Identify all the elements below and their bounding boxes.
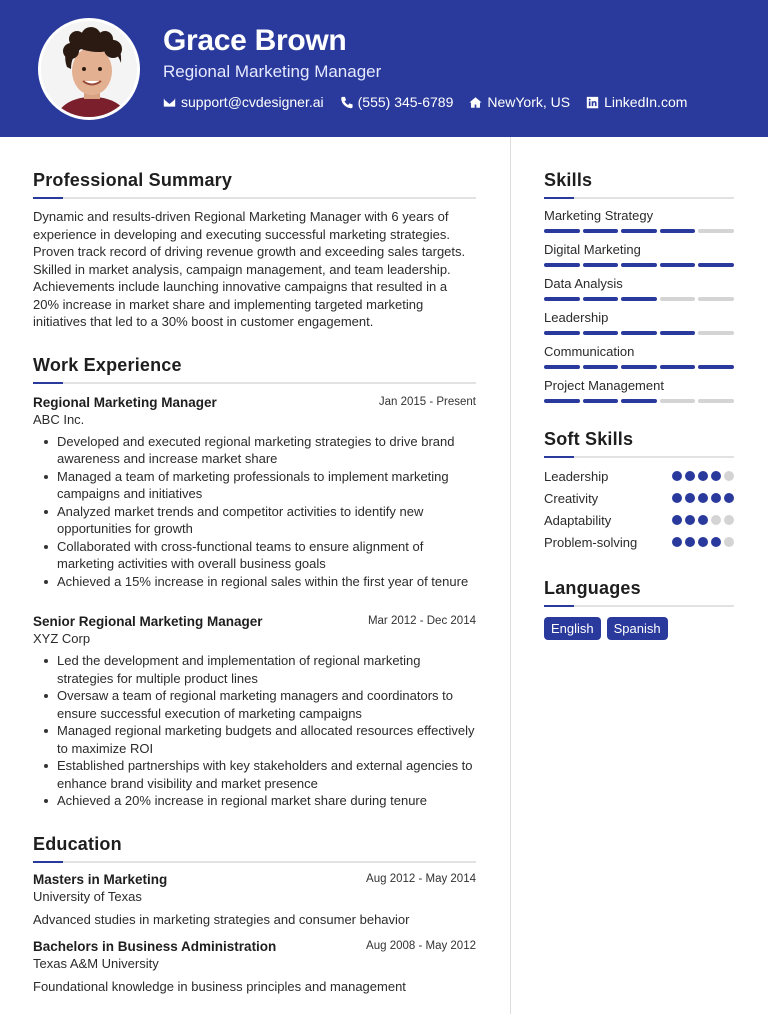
soft-skill-name: Adaptability [544,512,612,528]
soft-skill-item [544,468,734,484]
skill-name: Leadership [544,310,609,325]
skill-level-bar [544,229,734,233]
rating-dot-filled [698,537,708,547]
skill-segment-filled [660,229,696,233]
rating-dot-filled [698,515,708,525]
summary-section [33,170,476,331]
language-list [544,617,734,640]
soft-skill-name: Creativity [544,490,599,506]
skill-segment-filled [544,297,580,301]
skill-segment-filled [621,297,657,301]
section-rule [544,605,734,607]
avatar [38,18,140,120]
skill-segment-filled [583,399,619,403]
phone-icon [340,96,353,109]
skill-level-bar [544,331,734,335]
section-rule [33,382,476,384]
rating-dot-filled [672,471,682,481]
skill-item [544,276,734,301]
section-title: Soft Skills [544,429,634,449]
education-entry [33,872,476,927]
rating-dot-empty [724,515,734,525]
contact-location [469,94,570,110]
rating-dot-filled [711,493,721,503]
job-bullets [33,433,476,591]
contact-linkedin-text: LinkedIn.com [604,94,688,110]
rating-dot-filled [698,493,708,503]
job-bullet: Oversaw a team of regional marketing managers and coordinators to ensure successful execution of marketing campaigns [33,687,476,722]
education-dates: Aug 2012 - May 2014 [366,872,476,885]
skill-segment-filled [583,297,619,301]
skill-segment-filled [621,229,657,233]
section-rule [544,456,734,458]
skill-name: Digital Marketing [544,242,641,257]
skill-segment-empty [660,297,696,301]
rating-dot-filled [685,471,695,481]
section-title: Professional Summary [33,170,233,190]
languages-section [544,578,734,640]
skill-segment-filled [544,229,580,233]
job-bullet: Established partnerships with key stakeholders and external agencies to enhance brand visibility and market presence [33,757,476,792]
job-bullet: Led the development and implementation of regional marketing strategies for multiple product lines [33,652,476,687]
skill-segment-filled [544,263,580,267]
profile-photo [41,21,140,120]
job-bullet: Managed a team of marketing professionals to implement marketing campaigns and initiatives [33,468,476,503]
job-bullet: Managed regional marketing budgets and allocated resources effectively to maximize ROI [33,722,476,757]
rating-dot-filled [672,493,682,503]
contact-location-text: NewYork, US [487,94,571,110]
skill-segment-filled [621,399,657,403]
skill-segment-empty [660,399,696,403]
job-entry [33,395,476,591]
soft-skill-rating [672,471,734,481]
job-bullet: Achieved a 15% increase in regional sales within the first year of tenure [33,573,476,591]
job-title: Regional Marketing Manager [33,394,217,410]
education-school: University of Texas [33,888,142,904]
skill-segment-filled [583,331,619,335]
soft-skill-rating [672,493,734,503]
rating-dot-filled [711,471,721,481]
soft-skill-item [544,490,734,506]
skill-level-bar [544,263,734,267]
candidate-role: Regional Marketing Manager [163,62,382,81]
skill-segment-filled [583,263,619,267]
skill-item [544,310,734,335]
education-description: Advanced studies in marketing strategies and consumer behavior [33,911,410,927]
skill-item [544,242,734,267]
job-company: ABC Inc. [33,411,85,427]
skill-name: Marketing Strategy [544,208,654,223]
rating-dot-filled [685,493,695,503]
rating-dot-filled [685,515,695,525]
section-rule [544,197,734,199]
soft-skill-rating [672,537,734,547]
skill-segment-empty [698,399,734,403]
skills-section [544,170,734,403]
language-badge: Spanish [607,617,668,640]
skill-segment-filled [660,365,696,369]
skill-segment-filled [621,365,657,369]
skill-level-bar [544,297,734,301]
email-icon [163,96,176,109]
skill-level-bar [544,365,734,369]
skill-name: Data Analysis [544,276,623,291]
skill-segment-filled [698,263,734,267]
education-dates: Aug 2008 - May 2012 [366,939,476,952]
job-bullet: Achieved a 20% increase in regional market share during tenure [33,792,476,810]
soft-skill-rating [672,515,734,525]
skill-segment-filled [583,229,619,233]
language-badge: English [544,617,601,640]
education-degree: Bachelors in Business Administration [33,938,277,954]
skill-segment-empty [698,331,734,335]
job-bullets [33,652,476,810]
rating-dot-empty [711,515,721,525]
main-column [33,170,476,994]
soft-skills-section [544,429,734,550]
section-title: Languages [544,578,641,598]
skill-segment-empty [698,229,734,233]
contact-email-text: support@cvdesigner.ai [181,94,324,110]
skill-segment-filled [698,365,734,369]
job-bullet: Analyzed market trends and competitor activities to identify new opportunities for growth [33,503,476,538]
section-title: Skills [544,170,593,190]
contact-email[interactable] [163,94,324,110]
sidebar-column [544,170,734,640]
skill-segment-filled [544,365,580,369]
section-title: Work Experience [33,354,182,375]
soft-skill-item [544,534,734,550]
education-section [33,834,476,994]
skill-item [544,378,734,403]
contact-linkedin[interactable] [586,94,687,110]
skill-item [544,208,734,233]
job-dates: Jan 2015 - Present [378,395,476,408]
skill-name: Communication [544,344,635,359]
rating-dot-filled [698,471,708,481]
education-school: Texas A&M University [33,955,159,971]
home-icon [469,96,482,109]
rating-dot-filled [711,537,721,547]
rating-dot-filled [724,493,734,503]
soft-skill-item [544,512,734,528]
section-title: Education [33,833,122,854]
job-bullet: Developed and executed regional marketing strategies to drive brand awareness and increase market share [33,433,476,468]
section-rule [33,861,476,863]
skill-segment-filled [583,365,619,369]
section-rule [33,197,476,199]
skill-segment-filled [660,263,696,267]
column-divider [510,137,511,1014]
skill-name: Project Management [544,378,664,393]
job-bullet: Collaborated with cross-functional teams to ensure alignment of marketing activities with overall business goals [33,538,476,573]
experience-section [33,355,476,810]
soft-skill-name: Leadership [544,468,609,484]
job-title: Senior Regional Marketing Manager [33,614,263,629]
job-entry [33,614,476,810]
contact-phone[interactable] [340,94,454,110]
skill-segment-filled [544,399,580,403]
skill-segment-filled [660,331,696,335]
skill-segment-filled [621,331,657,335]
education-degree: Masters in Marketing [33,871,168,887]
contact-list [163,94,687,110]
education-description: Foundational knowledge in business principles and management [33,978,406,994]
skill-item [544,344,734,369]
rating-dot-empty [724,471,734,481]
resume-header [0,0,768,137]
rating-dot-filled [685,537,695,547]
candidate-name: Grace Brown [163,24,347,57]
summary-text: Dynamic and results-driven Regional Marketing Manager with 6 years of experience in developing and executing successful marketing strategies. Proven track record of driving revenue growth and exceeding sales targets. Skilled in market analysis, campaign management, and team leadership. Achievements include launching innovative campaigns that resulted in a 20% increase in market share and implementing targeted marketing initiatives that led to a 30% boost in customer engagement. [33,209,466,329]
soft-skill-name: Problem-solving [544,534,638,550]
contact-phone-text: (555) 345-6789 [357,94,454,110]
skill-segment-filled [621,263,657,267]
rating-dot-filled [672,515,682,525]
rating-dot-empty [724,537,734,547]
job-company: XYZ Corp [33,631,91,646]
linkedin-icon [586,96,599,109]
skill-level-bar [544,399,734,403]
job-dates: Mar 2012 - Dec 2014 [367,615,476,627]
skill-segment-filled [544,331,580,335]
skill-segment-empty [698,297,734,301]
education-entry [33,939,476,994]
rating-dot-filled [672,537,682,547]
